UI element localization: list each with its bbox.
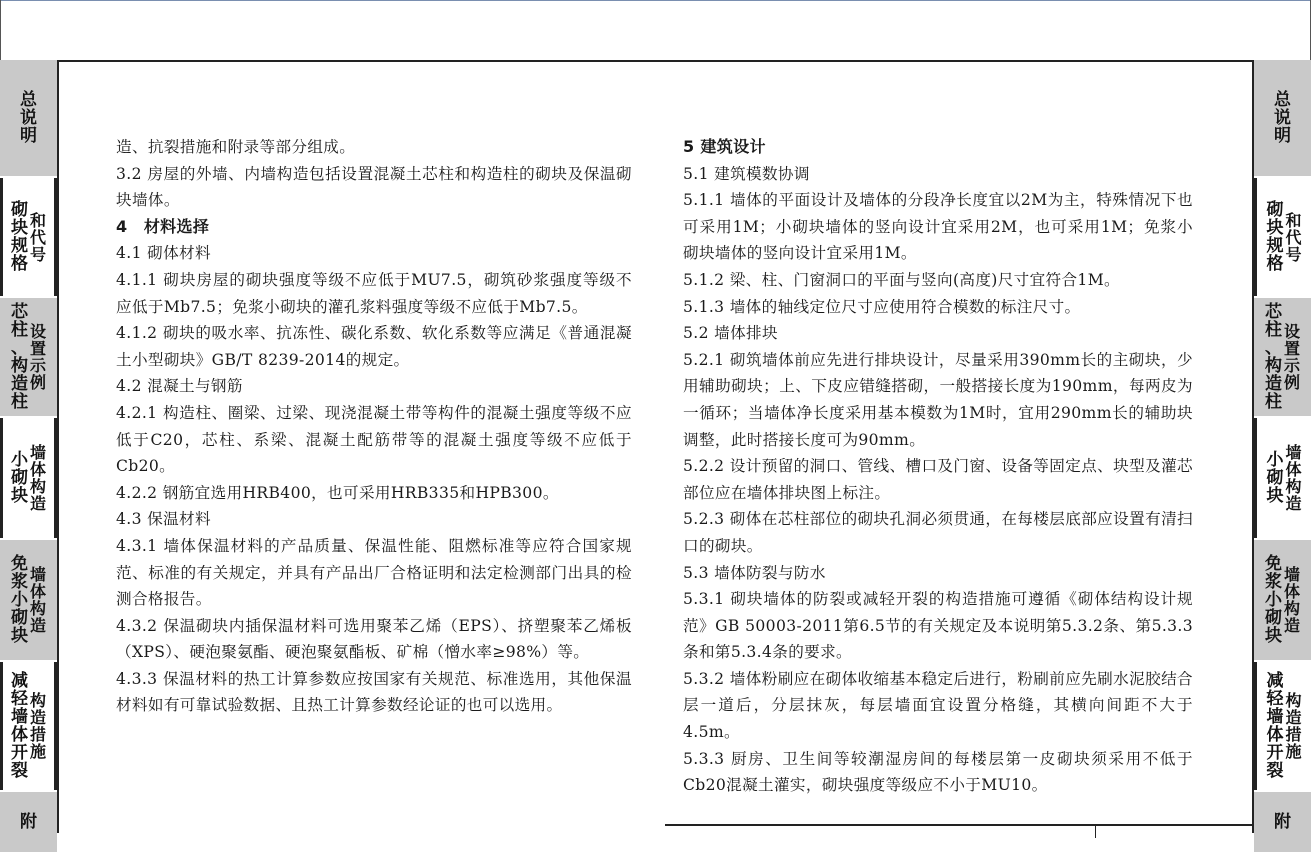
paragraph: 4.1.1 砌块房屋的砌块强度等级不应低于MU7.5，砌筑砂浆强度等级不应低于Mb7.5；免浆小砌块的灌孔浆料强度等级不应低于Mb7.5。 (116, 270, 632, 316)
section-heading: 4 材料选择 (116, 216, 210, 236)
side-tab-main-label: 减 轻 墙 体 开 裂 (1266, 671, 1284, 781)
paragraph: 5.2.3 砌体在芯柱部位的砌块孔洞必须贯通，在每楼层底部应设置有清扫口的砌块。 (683, 510, 1193, 555)
side-tab-right-5[interactable] (1254, 662, 1311, 790)
side-tab-left-6[interactable] (0, 792, 57, 852)
side-tab-main-label: 减 轻 墙 体 开 裂 (10, 671, 28, 781)
side-tab-right-6[interactable] (1254, 792, 1311, 852)
side-tab-left-2[interactable] (0, 298, 57, 416)
side-tab-main-label: 总 说 明 (20, 90, 37, 146)
paragraph: 5.2.2 设计预留的洞口、管线、槽口及门窗、设备等固定点、块型及灌芯部位应在墙体排块图上标注。 (683, 457, 1193, 502)
paragraph: 3.2 房屋的外墙、内墙构造包括设置混凝土芯柱和构造柱的砌块及保温砌块墙体。 (116, 164, 632, 210)
side-tab-right-1[interactable] (1254, 178, 1311, 296)
paragraph: 4.2.1 构造柱、圈梁、过梁、现浇混凝土带等构件的混凝土强度等级不应低于C20，芯柱、系梁、混凝土配筋带等的混凝土强度等级不应低于Cb20。 (116, 403, 632, 476)
paragraph: 5.1.1 墙体的平面设计及墙体的分段净长度宜以2M为主，特殊情况下也可采用1M；小砌块墙体的竖向设计宜采用2M，也可采用1M；免浆小砌块墙体的竖向设计宜采用1M。 (683, 191, 1193, 263)
side-tab-main-label: 砌 块 规 格 (10, 200, 28, 274)
side-tab-sub-label: 构 造 措 施 (29, 691, 46, 761)
side-tab-sub-label: 墙 体 构 造 (1285, 443, 1302, 513)
paragraph: 5.2 墙体排块 (683, 324, 778, 343)
side-tab-main-label: 小 砌 块 (1266, 450, 1284, 506)
side-tab-sub-label: 和 代 号 (1285, 210, 1302, 264)
side-tab-main-label: 免 浆 小 砌 块 (10, 554, 28, 646)
side-tab-left-0[interactable] (0, 60, 57, 176)
side-tab-left-5[interactable] (0, 662, 57, 790)
side-tab-main-label: 总 说 明 (1274, 90, 1291, 146)
paragraph: 5.3.2 墙体粉刷应在砌体收缩基本稳定后进行，粉刷前应先刷水泥胶结合层一道后，分层抹灰，每层墙面宜设置分格缝，其横向间距不大于4.5m。 (683, 669, 1193, 742)
side-tab-right-2[interactable] (1254, 298, 1311, 416)
side-tab-main-label: 免 浆 小 砌 块 (1264, 554, 1282, 646)
paragraph: 4.2.2 钢筋宜选用HRB400，也可采用HRB335和HPB300。 (116, 483, 559, 502)
side-tab-sub-label: 墙 体 构 造 (1283, 565, 1300, 635)
paragraph: 造、抗裂措施和附录等部分组成。 (116, 138, 356, 156)
side-tab-sub-label: 墙 体 构 造 (29, 565, 46, 635)
side-tab-sub-label: 墙 体 构 造 (29, 443, 46, 513)
side-tab-main-label: 芯 柱 、 构 造 柱 (10, 302, 28, 412)
side-tab-main-label: 附 (1274, 812, 1291, 832)
right-text-column (683, 134, 1193, 799)
paragraph: 4.3.2 保温砌块内插保温材料可选用聚苯乙烯（EPS）、挤塑聚苯乙烯板（XPS）、硬泡聚氨酯、硬泡聚氨酯板、矿棉（憎水率≥98%）等。 (116, 616, 632, 662)
paragraph: 4.1.2 砌块的吸水率、抗冻性、碳化系数、软化系数等应满足《普通混凝土小型砌块》GB/T 8239-2014的规定。 (116, 324, 632, 369)
section-heading: 5 建筑设计 (683, 137, 766, 156)
side-tab-main-label: 附 (20, 812, 37, 832)
left-text-column (116, 134, 632, 719)
side-tab-sub-label: 设 置 示 例 (1283, 322, 1300, 392)
side-tab-right-4[interactable] (1254, 540, 1311, 660)
paragraph: 4.3.1 墙体保温材料的产品质量、保温性能、阻燃标准等应符合国家规范、标准的有关规定，并具有产品出厂合格证明和法定检测部门出具的检测合格报告。 (116, 536, 632, 609)
paragraph: 4.3.3 保温材料的热工计算参数应按国家有关规范、标准选用，其他保温材料如有可靠试验数据、且热工计算参数经论证的也可以选用。 (116, 669, 632, 715)
side-tab-left-3[interactable] (0, 418, 57, 538)
side-tab-main-label: 砌 块 规 格 (1266, 200, 1284, 274)
paragraph: 4.2 混凝土与钢筋 (116, 377, 243, 396)
side-tab-sub-label: 设 置 示 例 (29, 322, 46, 392)
side-tab-right-3[interactable] (1254, 418, 1311, 538)
top-rule (0, 0, 1311, 1)
paragraph: 5.3.3 厨房、卫生间等较潮湿房间的每楼层第一皮砌块须采用不低于Cb20混凝土灌实，砌块强度等级应不小于MU10。 (683, 749, 1193, 795)
paragraph: 5.1.2 梁、柱、门窗洞口的平面与竖向(高度)尺寸宜符合1M。 (683, 270, 1120, 289)
paragraph: 5.2.1 砌筑墙体前应先进行排块设计，尽量采用390mm长的主砌块，少用辅助砌块；上、下皮应错缝搭砌，一般搭接长度为190mm，每两皮为一循环；当墙体净长度采用基本模数为1M时，宜用290mm长的辅助块调整，此时搭接长度可为90mm。 (683, 350, 1193, 449)
paragraph: 5.1 建筑模数协调 (683, 164, 810, 183)
side-tab-left-4[interactable] (0, 540, 57, 660)
paragraph: 4.1 砌体材料 (116, 244, 211, 263)
left-edge-line (0, 0, 1, 60)
side-tab-main-label: 芯 柱 、 构 造 柱 (1264, 302, 1282, 412)
side-tab-right-0[interactable] (1254, 60, 1311, 176)
paragraph: 5.3.1 砌块墙体的防裂或减轻开裂的构造措施可遵循《砌体结构设计规范》GB 50003-2011第6.5节的有关规定及本说明第5.3.2条、第5.3.3条和第5.3.4条的要求。 (683, 590, 1193, 662)
side-tab-sub-label: 构 造 措 施 (1285, 691, 1302, 761)
left-tab-column (0, 60, 57, 833)
side-tab-left-1[interactable] (0, 178, 57, 296)
right-tab-column (1254, 60, 1311, 833)
side-tab-main-label: 小 砌 块 (10, 450, 28, 506)
paragraph: 5.3 墙体防裂与防水 (683, 563, 826, 582)
side-tab-sub-label: 和 代 号 (29, 210, 46, 264)
paragraph: 4.3 保温材料 (116, 510, 211, 529)
title-block-edge (665, 824, 1254, 838)
paragraph: 5.1.3 墙体的轴线定位尺寸应使用符合模数的标注尺寸。 (683, 297, 1081, 316)
